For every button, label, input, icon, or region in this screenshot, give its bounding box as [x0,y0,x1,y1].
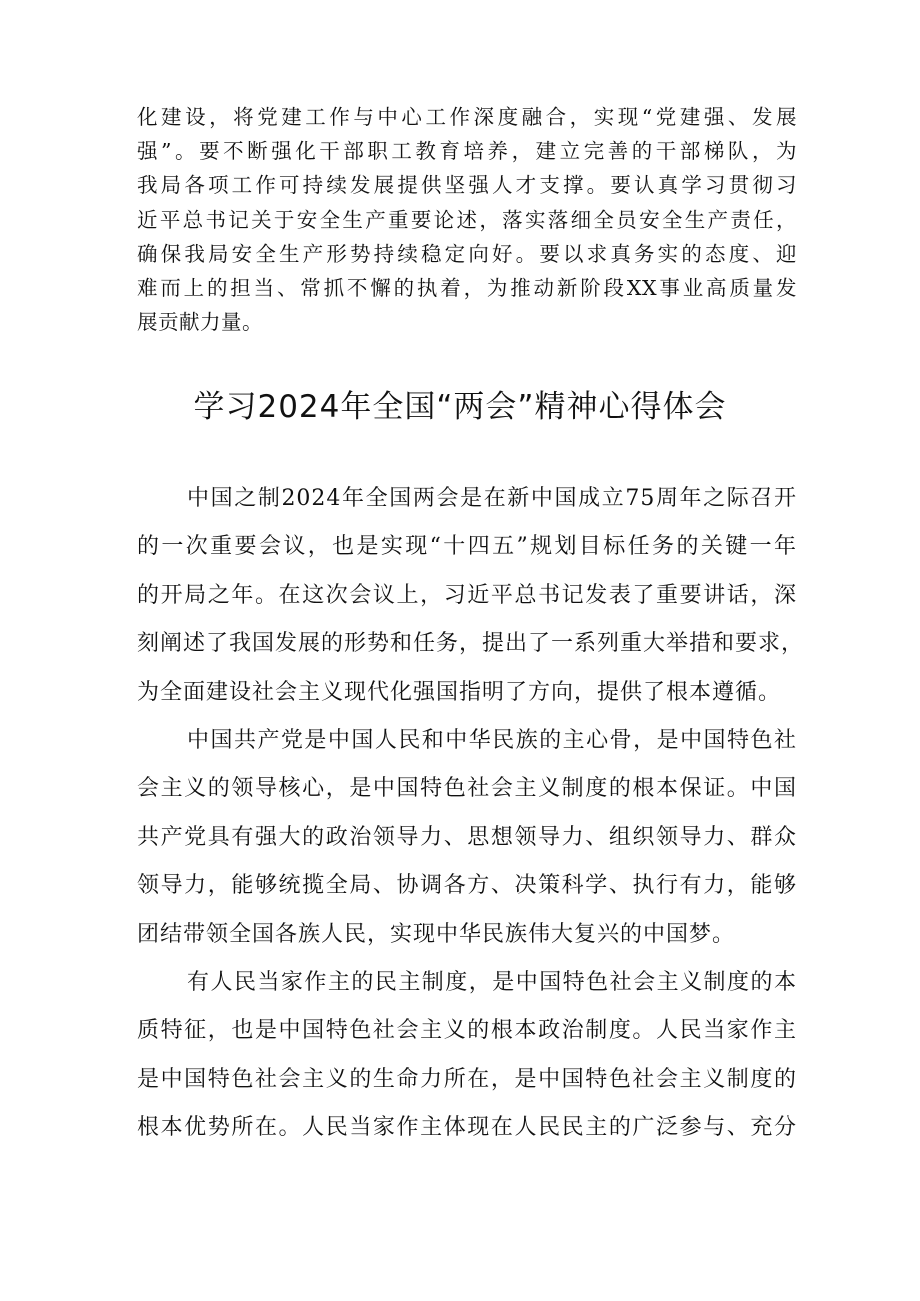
intro-paragraph [137,100,797,339]
paragraph-1 [137,475,805,717]
paragraph-2 [137,717,797,959]
text-line: 展贡献力量。 [137,310,263,335]
text-line: 是中国特色社会主义的生命力所在，是中国特色社会主义制度的 [137,1066,797,1092]
text-line: 确保我局安全生产形势持续稳定向好。要以求真务实的态度、迎 [137,241,797,266]
text-line: 中国共产党是中国人民和中华民族的主心骨，是中国特色社 [187,728,797,753]
text-line: 的开局之年。在这次会议上，习近平总书记发表了重要讲话，深 [137,582,797,608]
text-line: 共产党具有强大的政治领导力、思想领导力、组织领导力、群众 [137,824,797,850]
text-line: 难而上的担当、常抓不懈的执着，为推动新阶段XX事业高质量发 [137,275,797,300]
text-line: 的一次重要会议，也是实现“十四五”规划目标任务的关键一年 [137,534,797,560]
text-line: 团结带领全国各族人民，实现中华民族伟大复兴的中国梦。 [137,921,736,947]
text-line: 强”。要不断强化干部职工教育培养，建立完善的干部梯队，为 [137,139,797,164]
text-line: 有人民当家作主的民主制度，是中国特色社会主义制度的本 [187,970,797,995]
paragraph-3 [137,959,797,1153]
text-line: 根本优势所在。人民当家作主体现在人民民主的广泛参与、充分 [137,1115,797,1141]
text-line: 刻阐述了我国发展的形势和任务，提出了一系列重大举措和要求， [137,631,805,657]
text-line: 质特征，也是中国特色社会主义的根本政治制度。人民当家作主 [137,1018,797,1044]
article-title: 学习2024年全国“两会”精神心得体会 [193,389,727,425]
text-line: 会主义的领导核心，是中国特色社会主义制度的根本保证。中国 [137,776,797,802]
text-line: 我局各项工作可持续发展提供坚强人才支撑。要认真学习贯彻习 [137,173,797,198]
text-line: 领导力，能够统揽全局、协调各方、决策科学、执行有力，能够 [137,873,797,899]
text-line: 中国之制2024年全国两会是在新中国成立75周年之际召开 [187,486,797,511]
text-line: 为全面建设社会主义现代化强国指明了方向，提供了根本遵循。 [137,679,782,705]
text-line: 化建设，将党建工作与中心工作深度融合，实现“党建强、发展 [137,105,797,129]
text-line: 近平总书记关于安全生产重要论述，落实落细全员安全生产责任， [137,207,797,232]
